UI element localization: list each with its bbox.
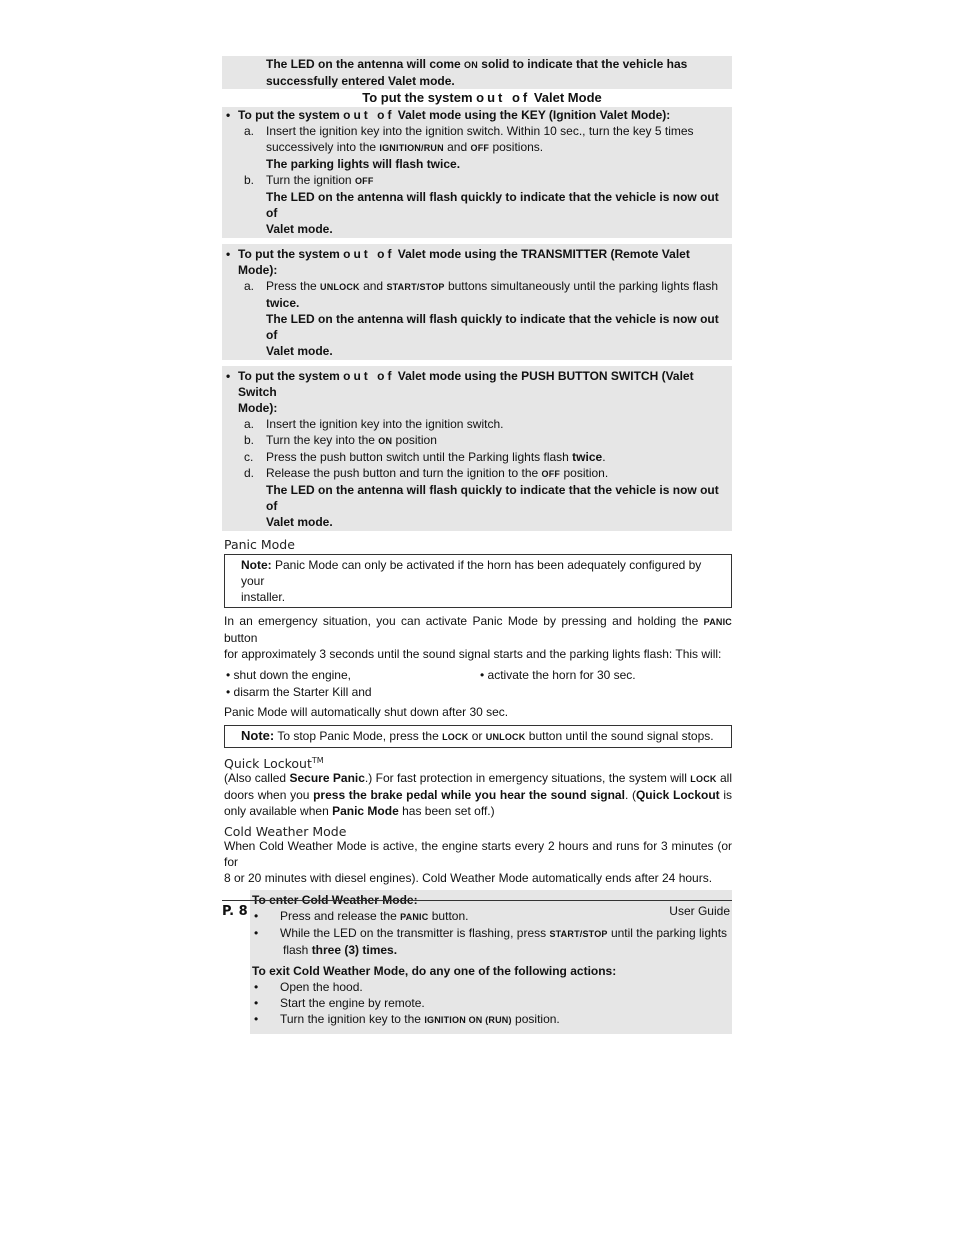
list-item: • activate the horn for 30 sec. <box>480 668 636 682</box>
text: When Cold Weather Mode is active, the engine starts every 2 hours and runs for 3 minutes (or for <box>224 839 732 870</box>
text: While the LED on the transmitter is flashing, press <box>280 926 550 941</box>
stop-panic-note-box <box>224 725 732 748</box>
list-item: • shut down the engine, <box>226 668 351 682</box>
list-item <box>252 995 728 1011</box>
text: To put the system <box>362 90 477 105</box>
text: Panic Mode <box>332 804 399 819</box>
text: button <box>224 631 258 645</box>
text: Valet mode. <box>266 222 333 236</box>
step-label: c. <box>244 450 254 464</box>
text: press the brake pedal while you hear the sound signal <box>313 788 625 803</box>
list-item <box>252 979 728 995</box>
text: Turn the ignition <box>266 173 355 187</box>
manual-page <box>222 56 732 1034</box>
bullet: • <box>254 1012 259 1027</box>
text: only available when <box>224 804 333 819</box>
step-label: a. <box>244 279 255 293</box>
bullet: • <box>254 926 259 941</box>
text: In an emergency situation, you can activate Panic Mode by pressing and holding the <box>224 614 704 628</box>
text: ON <box>464 60 478 70</box>
text: Turn the ignition key to the <box>280 1012 425 1027</box>
text: ON <box>378 436 393 446</box>
text: or <box>468 729 486 743</box>
bullet: • <box>254 996 259 1011</box>
text: out of <box>343 369 395 383</box>
text: three (3) times. <box>311 943 398 958</box>
text: has been set off.) <box>398 804 495 819</box>
text: Press and release the <box>280 909 401 924</box>
bullet: • <box>254 980 259 995</box>
text: position <box>392 433 437 447</box>
text: OFF <box>541 469 561 479</box>
text: Valet mode using the KEY (Ignition Valet Mode): <box>394 108 671 122</box>
text: The LED on the antenna will flash quickly to indicate that the vehicle is now out of <box>266 312 719 342</box>
text: solid to indicate that the vehicle has <box>477 57 688 71</box>
text: Insert the ignition key into the ignition switch. <box>266 417 504 431</box>
text: The LED on the antenna will flash quickly to indicate that the vehicle is now out of <box>266 483 719 513</box>
panic-paragraph <box>224 613 732 662</box>
step-label: b. <box>244 173 255 187</box>
text: activate the horn for 30 sec. <box>487 668 636 682</box>
text: out of <box>343 247 395 261</box>
text: Release the push button and turn the ignition to the <box>266 466 542 480</box>
text: Valet mode using the PUSH BUTTON SWITCH (Valet Switch <box>238 369 694 399</box>
step-b <box>222 432 732 449</box>
text: .) For fast protection in emergency situations, the system will <box>364 771 691 786</box>
text: doors when you <box>224 788 314 803</box>
text: position. <box>511 1012 560 1027</box>
text: To put the system <box>238 369 344 383</box>
trademark: TM <box>311 756 324 765</box>
text: Press the push button switch until the Parking lights flash <box>266 450 573 464</box>
transmitter-valet-block <box>222 244 732 360</box>
text: button until the sound signal stops. <box>525 729 714 743</box>
text: The LED on the antenna will come <box>266 57 465 71</box>
enter-title: To enter Cold Weather Mode: <box>252 893 418 908</box>
step-d <box>222 465 732 530</box>
text: Valet Mode <box>530 90 602 105</box>
text: The parking lights will flash twice. <box>266 157 461 171</box>
key-valet-block <box>222 107 732 238</box>
bullet: • <box>226 369 231 383</box>
push-button-valet-block <box>222 366 732 531</box>
text: OFF <box>354 176 374 186</box>
block-title <box>222 107 732 123</box>
block-title <box>222 246 732 278</box>
step-label: a. <box>244 124 255 138</box>
text: IGNITION ON (RUN) <box>424 1015 512 1026</box>
text: . <box>602 450 606 464</box>
text: Panic Mode can only be activated if the horn has been adequately configured by your <box>241 558 702 588</box>
bullet: • <box>226 247 231 261</box>
text: out of <box>343 108 395 122</box>
text: 8 or 20 minutes with diesel engines). Cold Weather Mode automatically ends after 24 hours. <box>224 871 713 886</box>
text: Turn the key into the <box>266 433 379 447</box>
text: shut down the engine, <box>233 668 351 682</box>
note-label: Note: <box>241 728 275 743</box>
text: PANIC <box>703 617 732 627</box>
text: Press the <box>266 279 321 293</box>
text: successfully entered Valet mode. <box>266 74 455 88</box>
block-title <box>222 368 732 416</box>
text: START/STOP <box>549 929 608 940</box>
text: (Also called <box>224 771 290 786</box>
text: and <box>359 279 387 293</box>
page-footer <box>222 900 732 919</box>
panic-note-box <box>224 554 732 608</box>
step-a <box>222 278 732 359</box>
text: Valet mode. <box>266 515 333 529</box>
text: button. <box>428 909 469 924</box>
text: all <box>716 771 733 786</box>
cold-weather-title: Cold Weather Mode <box>224 824 347 840</box>
text: installer. <box>241 590 286 604</box>
text: To put the system <box>238 108 344 122</box>
text: positions. <box>489 140 544 154</box>
text: position. <box>560 466 609 480</box>
text: To put the system <box>238 247 344 261</box>
text: for approximately 3 seconds until the sound signal starts and the parking lights flash: This will: <box>224 647 722 661</box>
text: is <box>719 788 733 803</box>
text: . ( <box>624 788 636 803</box>
text: twice <box>572 450 603 464</box>
text: IGNITION/RUN <box>379 143 444 153</box>
cold-weather-paragraph <box>224 838 732 886</box>
text: OFF <box>470 143 490 153</box>
list-item <box>252 1011 728 1028</box>
text: until the parking lights <box>607 926 728 941</box>
panic-actions-list <box>226 667 732 701</box>
step-label: d. <box>244 466 255 480</box>
text: Quick Lockout <box>635 788 720 803</box>
step-label: b. <box>244 433 255 447</box>
text: The LED on the antenna will flash quickly to indicate that the vehicle is now out of <box>266 190 719 220</box>
text: Open the hood. <box>280 980 363 995</box>
text: START/STOP <box>386 282 445 292</box>
bullet: • <box>254 909 259 924</box>
text: UNLOCK <box>485 732 526 742</box>
text: Insert the ignition key into the ignition switch. Within 10 sec., turn the key 5 times <box>266 124 694 138</box>
text: twice. <box>266 296 300 310</box>
text: Start the engine by remote. <box>280 996 425 1011</box>
page-number: P. 8 <box>222 904 248 919</box>
list-item: • disarm the Starter Kill and <box>226 685 372 699</box>
text: UNLOCK <box>320 282 360 292</box>
exit-title: To exit Cold Weather Mode, do any one of the following actions: <box>252 964 617 979</box>
panic-mode-title: Panic Mode <box>224 537 295 552</box>
step-a <box>222 123 732 172</box>
text: To stop Panic Mode, press the <box>274 729 443 743</box>
list-item <box>252 925 728 958</box>
text: Valet mode using the TRANSMITTER (Remote Valet Mode): <box>238 247 690 277</box>
text: Valet mode. <box>266 344 333 358</box>
quick-lockout-paragraph <box>224 770 732 819</box>
valet-entered-box <box>222 56 732 89</box>
text: successively into the <box>266 140 380 154</box>
step-b <box>222 172 732 237</box>
text: LOCK <box>442 732 469 742</box>
note-label: Note: <box>241 558 272 572</box>
step-c <box>222 449 732 465</box>
footer-title: User Guide <box>669 904 730 918</box>
text: Panic Mode will automatically shut down after 30 sec. <box>224 705 509 719</box>
text: out of <box>476 90 531 105</box>
text: LOCK <box>690 774 717 785</box>
text: Mode): <box>238 401 278 415</box>
text: Quick Lockout <box>224 756 312 772</box>
bullet: • <box>226 108 231 122</box>
step-a <box>222 416 732 432</box>
text: disarm the Starter Kill and <box>233 685 372 699</box>
section-heading <box>232 90 732 106</box>
text: buttons simultaneously until the parking lights flash <box>444 279 719 293</box>
text: Secure Panic <box>289 771 365 786</box>
step-label: a. <box>244 417 255 431</box>
text: and <box>443 140 471 154</box>
text: PANIC <box>400 912 429 923</box>
text: flash <box>283 943 312 958</box>
